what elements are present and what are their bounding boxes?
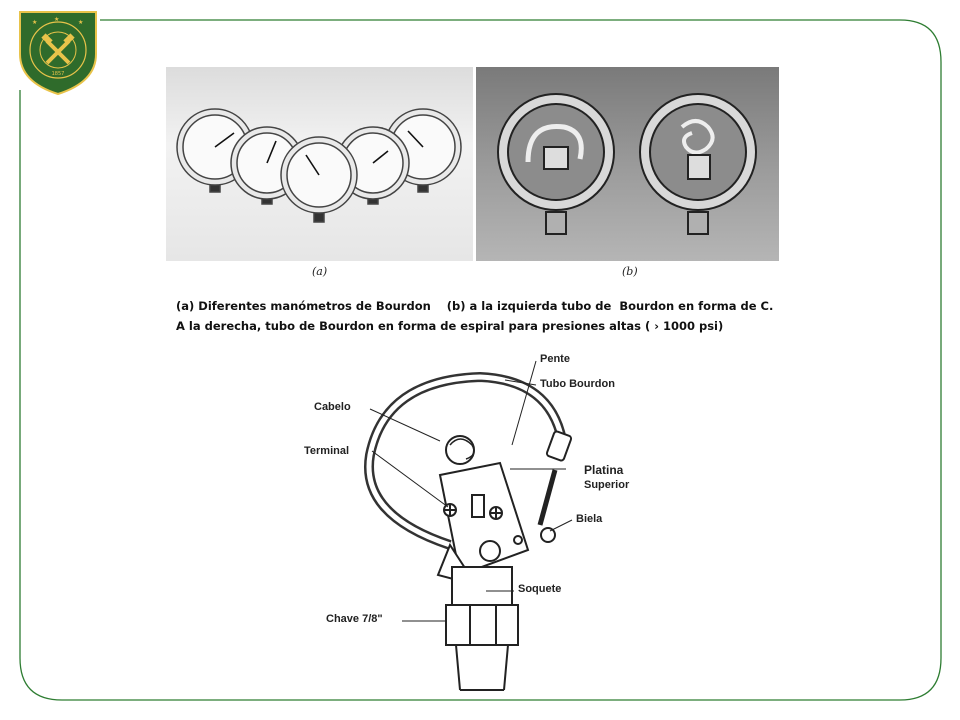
svg-text:★: ★ — [78, 19, 84, 26]
label-terminal: Terminal — [304, 445, 350, 457]
svg-text:★: ★ — [32, 19, 38, 26]
figure-label-a: (a) — [312, 265, 328, 278]
photo-bourdon-gauges — [166, 67, 473, 261]
label-platina: Platina — [584, 463, 624, 477]
university-logo — [16, 8, 100, 96]
bourdon-tube-diagram — [300, 345, 660, 695]
svg-text:★: ★ — [54, 16, 60, 23]
figure-label-b: (b) — [622, 265, 638, 278]
label-superior: Superior — [584, 479, 630, 491]
caption-line-1: (a) Diferentes manómetros de Bourdon (b) a la izquierda tubo de Bourdon en forma de C. — [176, 299, 774, 313]
label-chave: Chave 7/8" — [326, 613, 383, 625]
label-cabelo: Cabelo — [314, 401, 351, 413]
label-pente: Pente — [540, 353, 570, 365]
label-biela: Biela — [576, 513, 603, 525]
label-tubo-bourdon: Tubo Bourdon — [540, 378, 615, 390]
photo-bourdon-internals — [476, 67, 779, 261]
logo-year: 1857 — [51, 71, 65, 77]
label-soquete: Soquete — [518, 583, 562, 595]
caption-line-2: A la derecha, tubo de Bourdon en forma de espiral para presiones altas ( › 1000 psi) — [176, 319, 724, 333]
